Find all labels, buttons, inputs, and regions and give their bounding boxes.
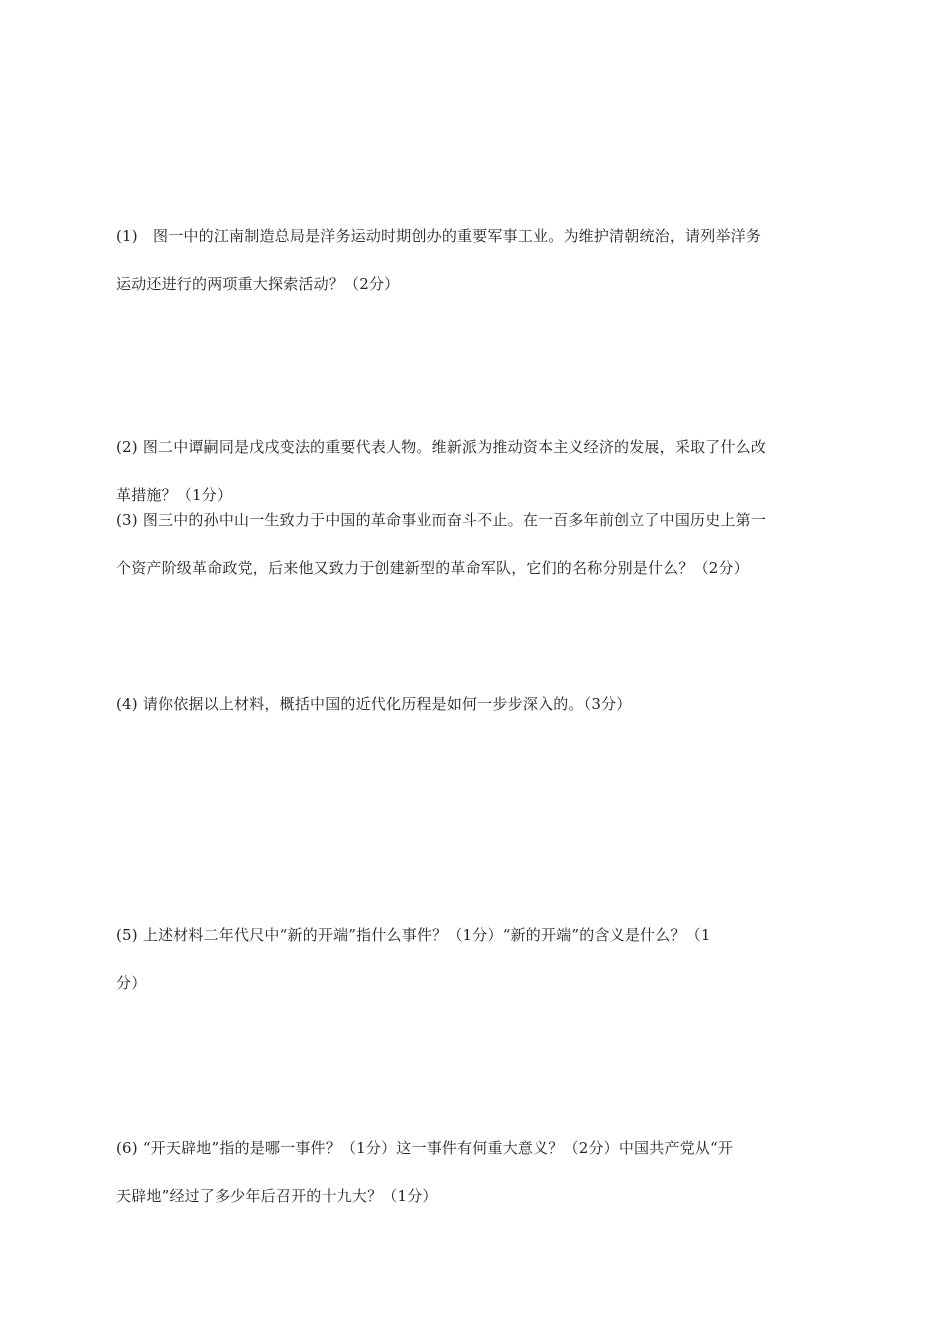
- question-2-line-1: (2) 图二中谭嗣同是戊戌变法的重要代表人物。维新派为推动资本主义经济的发展，采取了什么改: [116, 438, 767, 456]
- question-3: [116, 496, 840, 592]
- question-6: [116, 1124, 840, 1220]
- question-4-line-1: (4) 请你依据以上材料，概括中国的近代化历程是如何一步步深入的。（3分）: [116, 695, 632, 713]
- question-6-line-2: 天辟地”经过了多少年后召开的十九大？（1分）: [116, 1187, 438, 1205]
- question-5: [116, 911, 840, 1007]
- question-6-line-1: (6) “开天辟地”指的是哪一事件？（1分）这一事件有何重大意义？（2分）中国共产党从“开: [116, 1139, 734, 1157]
- question-1-line-2: 运动还进行的两项重大探索活动？（2分）: [116, 275, 400, 293]
- question-3-line-1: (3) 图三中的孙中山一生致力于中国的革命事业而奋斗不止。在一百多年前创立了中国历史上第一: [116, 511, 767, 529]
- question-3-line-2: 个资产阶级革命政党，后来他又致力于创建新型的革命军队，它们的名称分别是什么？（2分）: [116, 559, 749, 577]
- question-2-line-2: 革措施？（1分）: [116, 486, 233, 504]
- question-1: [116, 212, 840, 308]
- question-4: [116, 680, 840, 728]
- question-5-line-1: (5) 上述材料二年代尺中“新的开端”指什么事件？（1分）“新的开端”的含义是什么？（1: [116, 926, 711, 944]
- question-1-line-1: (1) 图一中的江南制造总局是洋务运动时期创办的重要军事工业。为维护清朝统治，请列举洋务: [116, 227, 762, 245]
- question-5-line-2: 分）: [116, 974, 147, 992]
